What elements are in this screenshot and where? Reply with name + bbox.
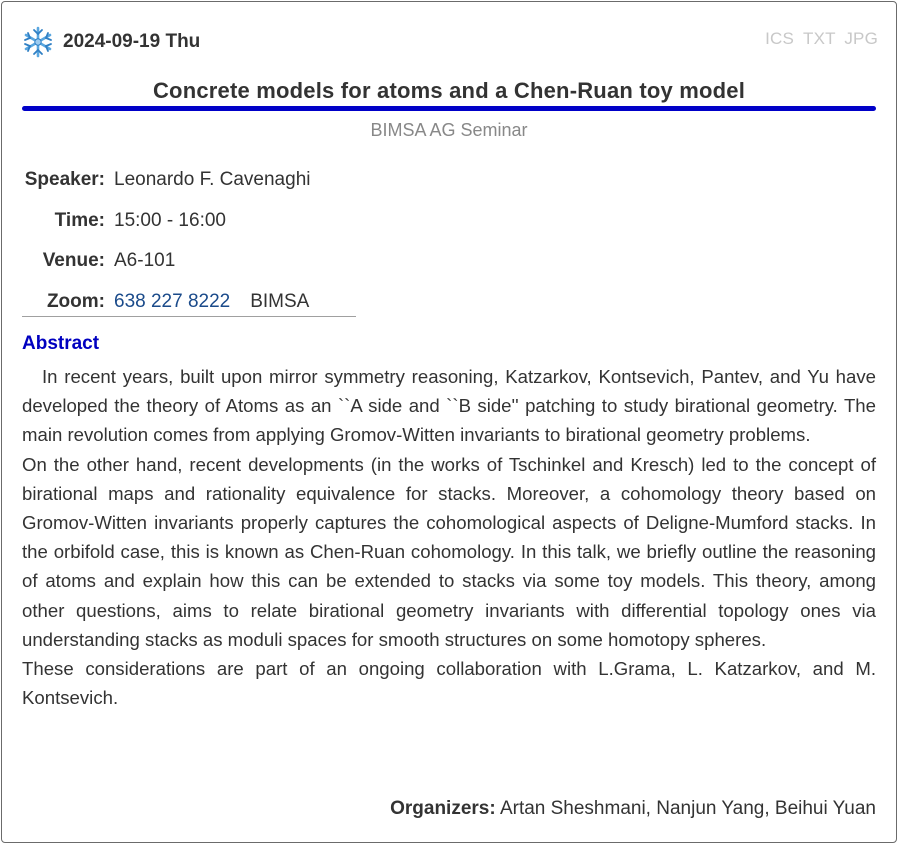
abstract-body (22, 362, 876, 712)
venue-value: A6-101 (114, 250, 176, 272)
speaker-row (22, 160, 356, 201)
event-info (22, 160, 356, 322)
zoom-password: BIMSA (250, 290, 310, 312)
speaker-label: Speaker: (24, 169, 105, 191)
zoom-value (114, 291, 309, 313)
jpg-link[interactable]: JPG (844, 29, 878, 48)
organizers (390, 798, 876, 820)
zoom-meeting-link[interactable]: 638 227 8222 (114, 290, 231, 312)
snowflake-logo-icon (22, 26, 54, 58)
event-title: Concrete models for atoms and a Chen-Ruan toy model (152, 78, 746, 103)
title-divider (22, 106, 876, 111)
ics-link[interactable]: ICS (765, 29, 795, 48)
time-value: 15:00 - 16:00 (114, 209, 226, 231)
abstract-paragraph: On the other hand, recent developments (in the works of Tschinkel and Kresch) led to the concept of birational maps and rationality equivalence for stacks. Moreover, a cohomology theory based on Gromov-Witten invariants properly captures the cohomological aspects of Deligne-Mumford stacks. In the orbifold case, this is known as Chen-Ruan cohomology. In this talk, we briefly outline the reasoning of atoms and explain how this can be extended to stacks via some toy models. This theory, among other questions, aims to relate birational geometry invariants with differential topology ones via understanding stacks as moduli spaces for smooth structures on some homotopy spheres. (22, 453, 876, 650)
abstract-heading: Abstract (22, 333, 100, 354)
zoom-label: Zoom: (46, 290, 105, 312)
abstract-paragraph: These considerations are part of an ongoing collaboration with L.Grama, L. Katzarkov, and M. Kontsevich. (22, 658, 876, 709)
seminar-name: BIMSA AG Seminar (370, 120, 528, 140)
venue-row (22, 241, 356, 282)
info-divider (22, 316, 356, 317)
venue-label: Venue: (42, 250, 105, 272)
organizers-label: Organizers: (390, 798, 496, 819)
time-row (22, 201, 356, 242)
event-card (1, 1, 897, 843)
abstract-paragraph: In recent years, built upon mirror symmetry reasoning, Katzarkov, Kontsevich, Pantev, and Yu have developed the theory of Atoms as an ``A side and ``B side'' patching to study birational geometry. The main revolution comes from applying Gromov-Witten invariants to birational geometry problems. (22, 366, 876, 446)
organizers-value: Artan Sheshmani, Nanjun Yang, Beihui Yuan (499, 798, 876, 819)
speaker-value: Leonardo F. Cavenaghi (114, 169, 311, 191)
export-formats (761, 29, 878, 49)
txt-link[interactable]: TXT (802, 29, 836, 48)
event-date: 2024-09-19 Thu (63, 31, 201, 52)
header-row (22, 26, 200, 58)
time-label: Time: (54, 209, 105, 231)
